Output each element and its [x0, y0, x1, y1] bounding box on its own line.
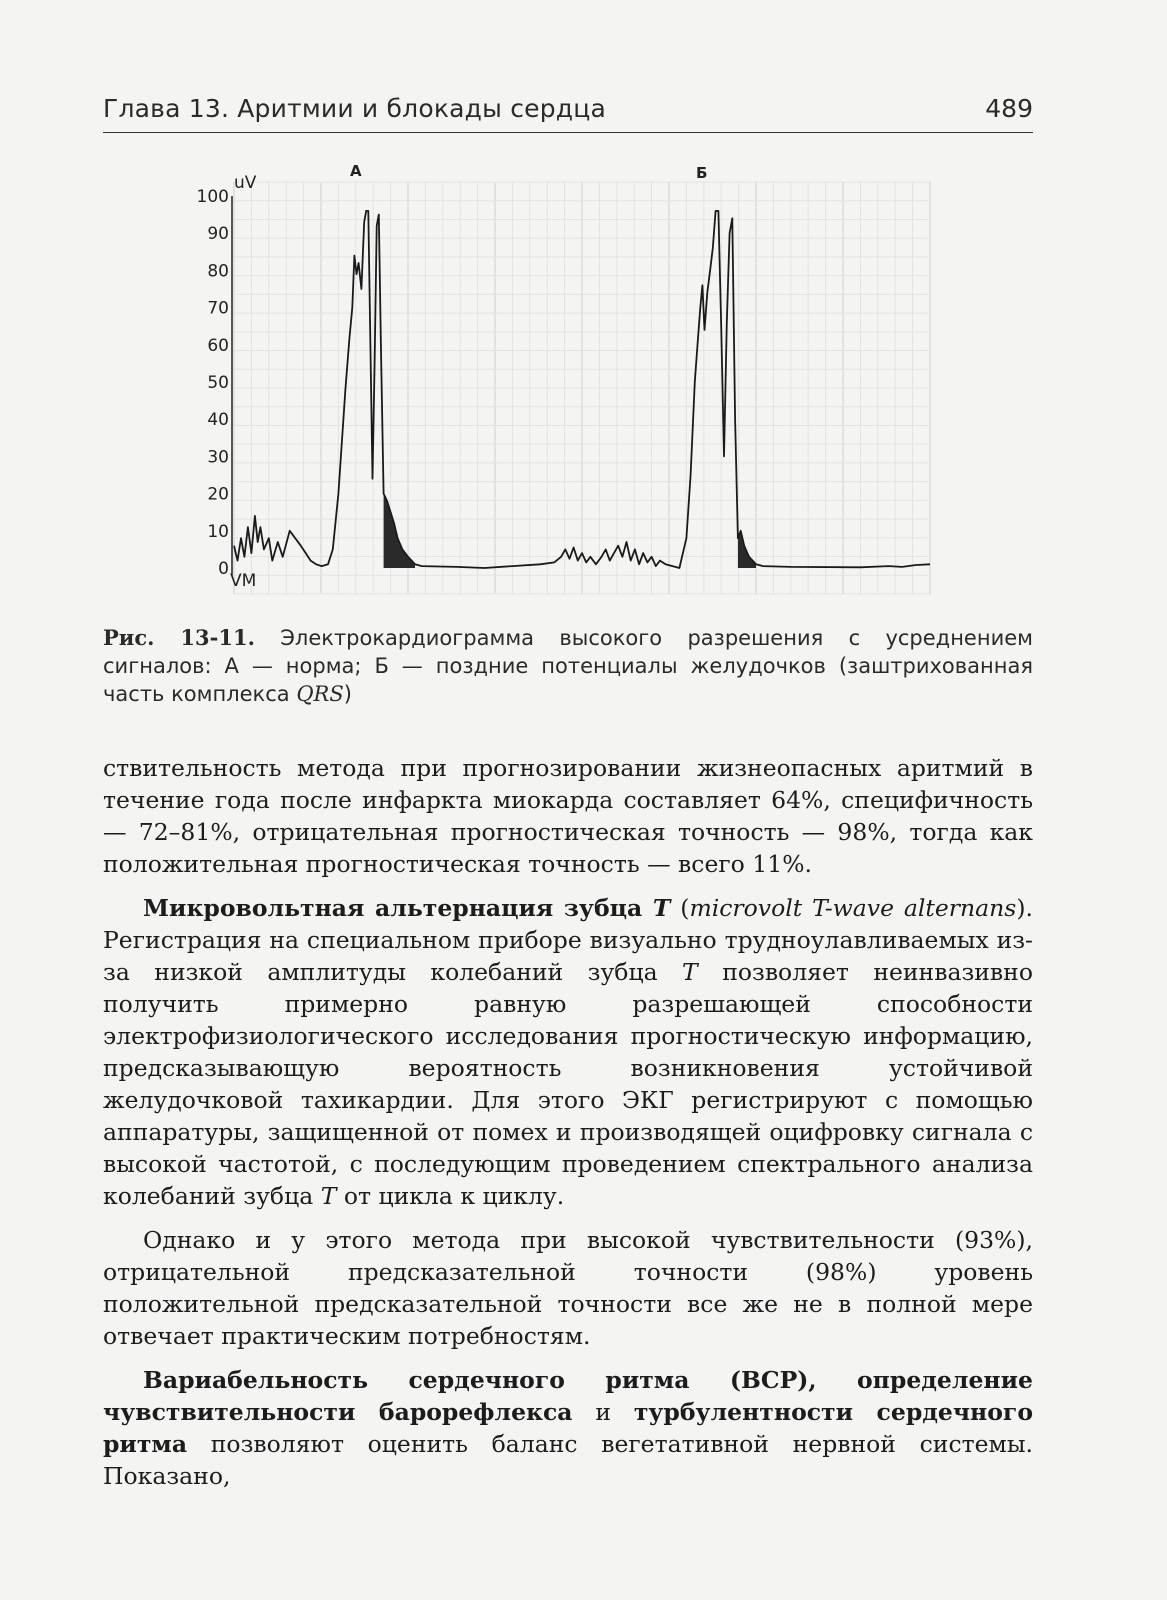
body-text — [103, 752, 1033, 1504]
p2-text-3: от цикла к циклу. — [336, 1182, 565, 1210]
p4-and: и — [572, 1398, 634, 1426]
p2-open-paren: ( — [670, 894, 690, 922]
p4-bold-2: турбулентности сердечного ритма — [103, 1398, 1034, 1458]
figure-caption — [103, 624, 1033, 708]
p2-text-1: Регистрация на специальном приборе визуально трудноулавливаемых из-за низкой амплитуды колебаний зубца — [103, 926, 1033, 986]
label-b: Б — [696, 164, 708, 182]
unit-bottom-label: VM — [230, 571, 257, 591]
y-tick-label: 100 — [196, 187, 229, 207]
y-tick-label: 0 — [218, 559, 229, 579]
paragraph-3: Однако и у этого метода при высокой чувствительности (93%), отрицательной предсказательной точности (98%) уровень положительной предсказательной точности все же не в полной мере отвечает практическим потребностям. — [103, 1226, 1033, 1350]
unit-top-label: uV — [234, 173, 257, 193]
p2-t-1: T — [682, 958, 698, 986]
p2-heading: Микровольтная альтернация зубца — [143, 894, 653, 922]
y-tick-labels — [197, 187, 229, 579]
p4-bold-1: Вариабельность сердечного ритма (ВСР), определение чувствительности барорефлекса — [103, 1366, 1033, 1426]
p4-text: позволяют оценить баланс вегетативной нервной системы. Показано, — [103, 1430, 1033, 1490]
y-tick-label: 70 — [207, 298, 229, 319]
y-tick-label: 30 — [207, 447, 229, 468]
y-tick-label: 10 — [207, 521, 229, 542]
p2-t-2: T — [320, 1182, 337, 1210]
label-a: А — [350, 162, 362, 180]
p2-heading-t: T — [652, 894, 671, 922]
page-number: 489 — [985, 94, 1033, 123]
p2-text-2: позволяет неинвазивно получить примерно равную разрешающей способности электрофизиологического исследования прогностическую информацию, предсказывающую вероятность возникновения устойчивой желудочковой тахикардии. Для этого ЭКГ регистрируют с помощью аппаратуры, защищенной от помех и производящей оцифровку сигнала с высокой частотой, с последующим проведением спектрального анализа колебаний зубца — [103, 958, 1033, 1210]
y-tick-label: 90 — [207, 224, 229, 245]
caption-text: Электрокардиограмма высокого разрешения с усреднением сигналов: А — норма; Б — поздние потенциалы желудочков (заштрихованная часть комплекса — [103, 626, 1033, 706]
paragraph-4 — [103, 1364, 1033, 1492]
ecg-figure — [190, 156, 950, 602]
y-tick-label: 20 — [207, 484, 229, 505]
y-tick-label: 60 — [207, 335, 229, 356]
paragraph-1: ствительность метода при прогнозировании жизнеопасных аритмий в течение года после инфаркта миокарда составляет 64%, специфичность — 72–81%, отрицательная прогностическая точность — 98%, тогда как положительная прогностическая точность — всего 11%. — [103, 754, 1033, 878]
caption-qrs: QRS — [296, 682, 344, 706]
p2-close-paren: ). — [1016, 894, 1034, 922]
y-tick-label: 40 — [207, 410, 229, 431]
y-tick-label: 80 — [207, 261, 229, 282]
caption-label: Рис. 13-11. — [103, 625, 255, 650]
y-tick-label: 50 — [207, 373, 229, 393]
paragraph-2 — [103, 892, 1033, 1212]
caption-close: ) — [343, 682, 352, 706]
p2-english-term: microvolt T-wave alternans — [689, 894, 1017, 922]
chapter-title: Глава 13. Аритмии и блокады сердца — [103, 94, 607, 123]
ecg-grid — [234, 182, 930, 594]
page-header — [103, 92, 1033, 133]
